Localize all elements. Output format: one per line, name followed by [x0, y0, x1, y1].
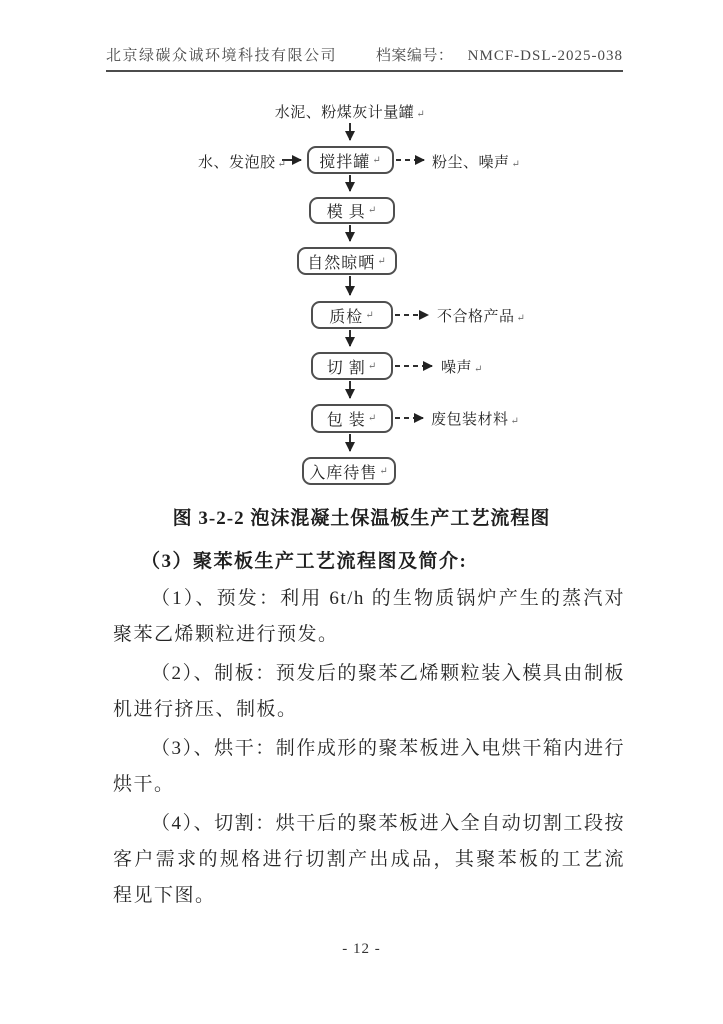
return-mark-icon: ↵ [511, 159, 521, 170]
page-header [106, 44, 623, 72]
return-mark-icon: ↵ [474, 364, 483, 375]
paragraph-4: （4）、切割：烘干后的聚苯板进入全自动切割工段按客户需求的规格进行切割产出成品，其聚苯板的工艺流程见下图。 [113, 813, 625, 906]
section-heading: （3）聚苯板生产工艺流程图及简介: [141, 551, 468, 572]
flow-input-label [198, 151, 286, 172]
paragraph-3: （3）、烘干：制作成形的聚苯板进入电烘干箱内进行烘干。 [113, 738, 625, 795]
page-number: - 12 - [342, 941, 381, 957]
return-mark-icon: ↵ [277, 159, 287, 170]
flow-node-cutting: 切 割 ↵ [311, 352, 393, 380]
return-mark-icon: ↵ [516, 313, 526, 324]
flow-source-label [0, 101, 700, 122]
archive-field [376, 44, 623, 65]
return-mark-icon: ↵ [416, 109, 426, 120]
return-mark-icon: ↵ [379, 465, 389, 477]
return-mark-icon: ↵ [365, 309, 375, 321]
return-mark-icon: ↵ [510, 416, 520, 427]
paragraph-2: （2）、制板：预发后的聚苯乙烯颗粒装入模具由制板机进行挤压、制板。 [113, 663, 625, 720]
flow-node-quality-check: 质检 ↵ [311, 301, 393, 329]
return-mark-icon: ↵ [367, 413, 378, 424]
archive-label: 档案编号： [375, 48, 454, 64]
flow-source-text: 水泥、粉煤灰计量罐 [274, 105, 415, 121]
figure-caption: 图 3-2-2 泡沫混凝土保温板生产工艺流程图 [172, 508, 551, 529]
body-text [113, 581, 625, 917]
paragraph-1: （1）、预发：利用 6t/h 的生物质锅炉产生的蒸汽对聚苯乙烯颗粒进行预发。 [113, 588, 625, 645]
return-mark-icon: ↵ [377, 255, 387, 267]
flow-node-packing: 包 装 ↵ [311, 404, 393, 433]
flow-input-text: 水、发泡胶 [198, 155, 276, 171]
flow-node-warehouse: 入库待售 ↵ [302, 457, 396, 485]
return-mark-icon: ↵ [372, 154, 382, 166]
company-name: 北京绿碳众诚环境科技有限公司 [106, 48, 338, 64]
return-mark-icon: ↵ [367, 205, 378, 216]
flow-output-dust-noise: 粉尘、噪声 ↵ [432, 155, 521, 171]
flow-node-mixing-tank: 搅拌罐 ↵ [307, 146, 394, 174]
flow-output-noise: 噪声 ↵ [441, 360, 483, 376]
return-mark-icon: ↵ [367, 360, 378, 372]
flow-node-natural-drying: 自然晾晒 ↵ [297, 247, 397, 275]
archive-number: NMCF-DSL-2025-038 [467, 48, 623, 64]
flow-node-mold: 模 具 ↵ [309, 197, 395, 224]
flow-output-packaging-waste: 废包装材料 ↵ [431, 412, 520, 428]
flow-output-rejects: 不合格产品 ↵ [437, 309, 526, 325]
